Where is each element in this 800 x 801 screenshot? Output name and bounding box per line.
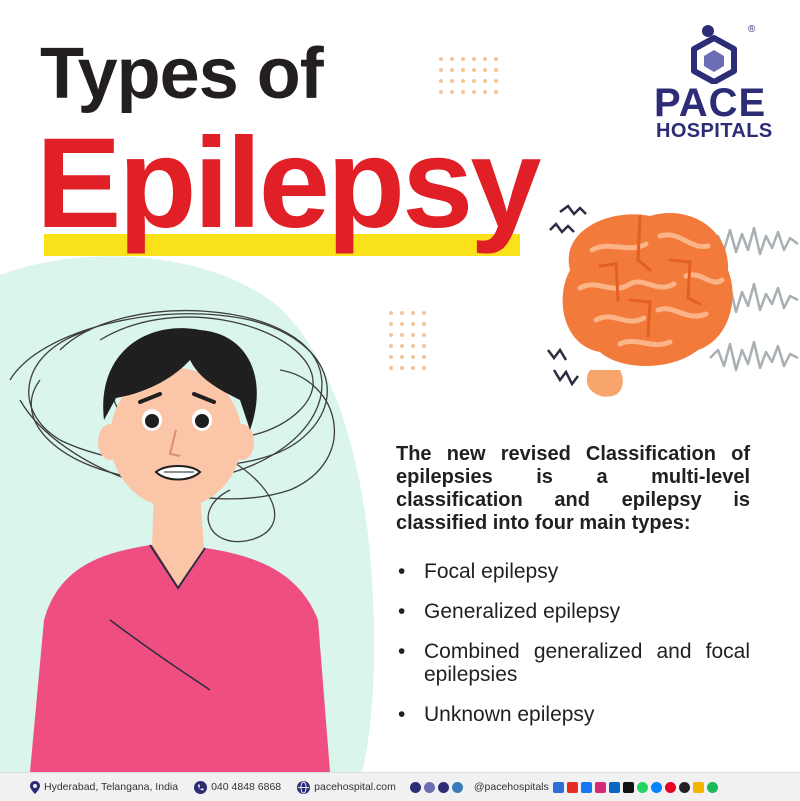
page-title-line-1: Types of bbox=[40, 34, 323, 114]
dot-grid-decoration bbox=[388, 310, 430, 374]
phone-icon bbox=[194, 781, 207, 794]
badge-icon bbox=[438, 782, 449, 793]
badge-icon bbox=[424, 782, 435, 793]
threads-icon[interactable] bbox=[679, 782, 690, 793]
whatsapp-icon[interactable] bbox=[637, 782, 648, 793]
messenger-icon[interactable] bbox=[651, 782, 662, 793]
badge-icon bbox=[452, 782, 463, 793]
facebook-icon[interactable] bbox=[581, 782, 592, 793]
footer-website[interactable]: pacehospital.com bbox=[297, 781, 396, 794]
badge-icon bbox=[410, 782, 421, 793]
list-item: • Generalized epilepsy bbox=[398, 600, 621, 623]
pace-logo-icon bbox=[686, 24, 742, 84]
social-icon[interactable] bbox=[693, 782, 704, 793]
x-icon[interactable] bbox=[623, 782, 634, 793]
footer-bar bbox=[0, 772, 800, 801]
bullet-icon: • bbox=[398, 640, 406, 663]
location-pin-icon bbox=[30, 781, 40, 794]
footer-phone[interactable]: 040 4848 6868 bbox=[194, 781, 281, 794]
spotify-icon[interactable] bbox=[707, 782, 718, 793]
description-text: The new revised Classification of epilepsies is a multi-level classification and epilepsy is classified into four main types: bbox=[396, 443, 750, 534]
dot-grid-decoration bbox=[438, 56, 500, 98]
social-icons bbox=[553, 782, 721, 793]
bullet-icon: • bbox=[398, 703, 406, 726]
instagram-icon[interactable] bbox=[595, 782, 606, 793]
linkedin-icon[interactable] bbox=[609, 782, 620, 793]
logo-name: PACE bbox=[654, 81, 767, 125]
brain-illustration bbox=[540, 200, 800, 410]
list-item: • Combined generalized and focal epilepsies bbox=[398, 640, 750, 686]
page-title-line-2: Epilepsy bbox=[36, 112, 539, 255]
logo-subtitle: HOSPITALS bbox=[656, 120, 773, 142]
epilepsy-types-list bbox=[396, 560, 750, 743]
pinterest-icon[interactable] bbox=[665, 782, 676, 793]
footer-social-handle: @pacehospitals bbox=[473, 781, 549, 793]
seizure-wave bbox=[710, 342, 798, 370]
registered-mark: ® bbox=[748, 24, 756, 35]
accreditation-badges bbox=[410, 782, 466, 793]
youtube-icon[interactable] bbox=[567, 782, 578, 793]
globe-icon bbox=[297, 781, 310, 794]
footer-location: Hyderabad, Telangana, India bbox=[30, 781, 178, 794]
bullet-icon: • bbox=[398, 600, 406, 623]
social-icon[interactable] bbox=[553, 782, 564, 793]
person-illustration bbox=[0, 290, 380, 772]
bullet-icon: • bbox=[398, 560, 406, 583]
list-item: • Unknown epilepsy bbox=[398, 703, 595, 726]
list-item: • Focal epilepsy bbox=[398, 560, 559, 583]
